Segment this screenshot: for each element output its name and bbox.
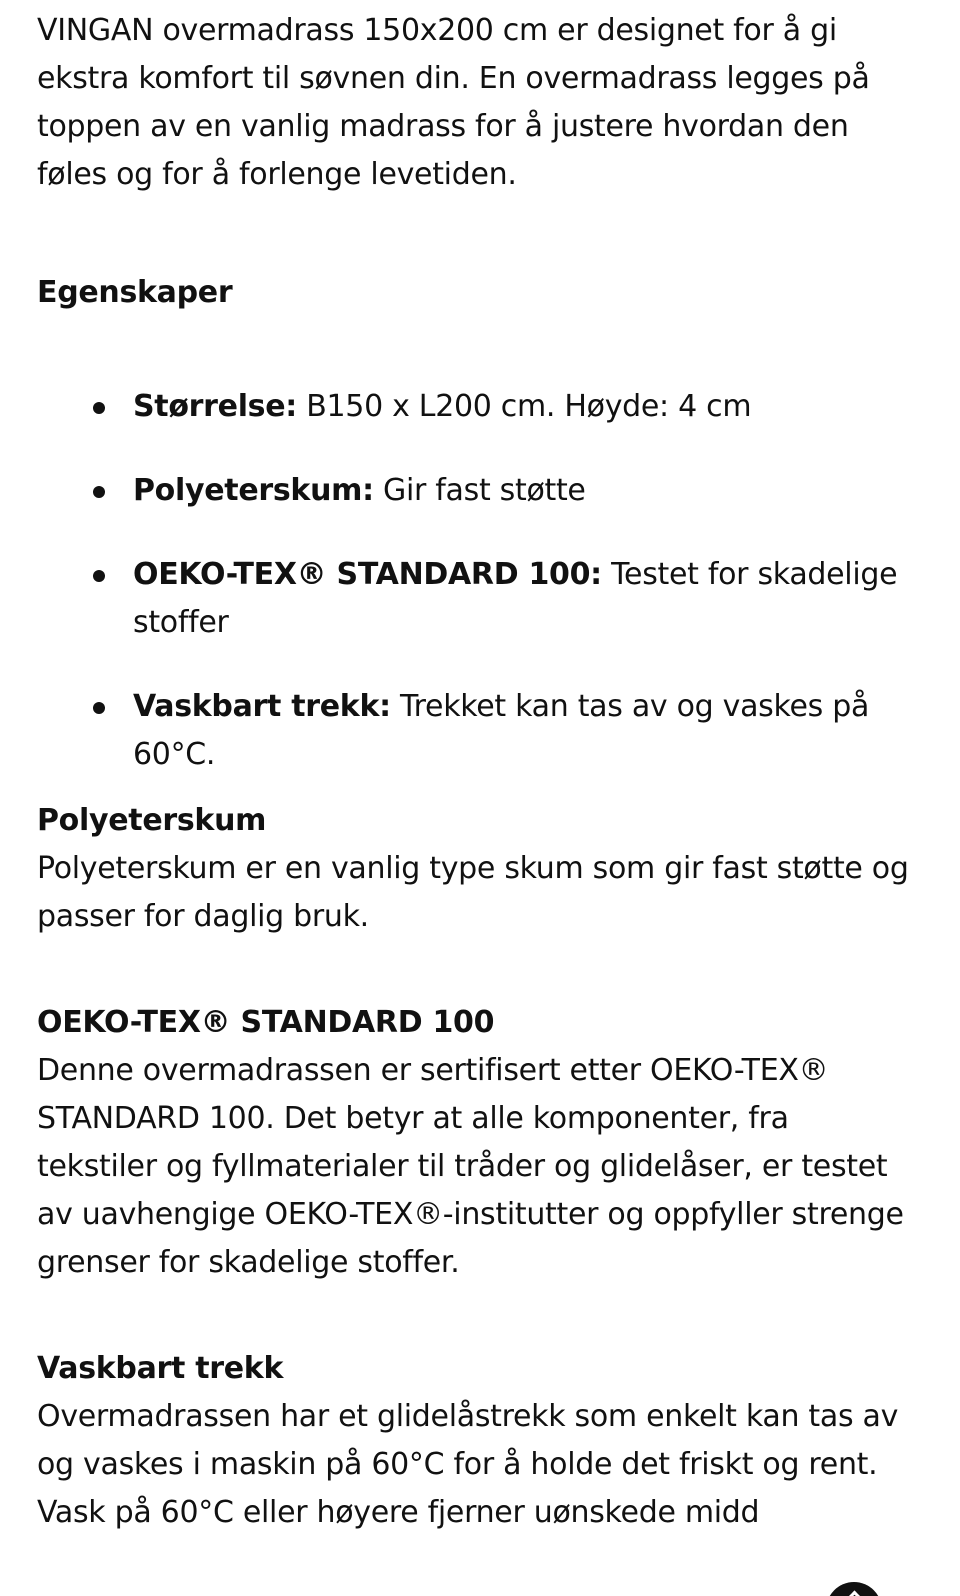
bullet-icon xyxy=(93,702,105,714)
feature-label: Vaskbart trekk: xyxy=(133,689,391,724)
oekotex-section xyxy=(37,999,917,1287)
foam-heading: Polyeterskum xyxy=(37,803,267,838)
arrow-up-icon xyxy=(842,1590,866,1596)
feature-label: Polyeterskum: xyxy=(133,473,374,508)
oekotex-heading: OEKO-TEX® STANDARD 100 xyxy=(37,1005,495,1040)
product-description xyxy=(37,7,917,1595)
properties-list xyxy=(37,383,917,779)
bullet-icon xyxy=(93,402,105,414)
feature-label: Størrelse: xyxy=(133,389,297,424)
list-item xyxy=(133,467,917,515)
intro-paragraph: VINGAN overmadrass 150x200 cm er designet for å gi ekstra komfort til søvnen din. En overmadrass legges på toppen av en vanlig madrass for å justere hvordan den føles og for å forlenge levetiden. xyxy=(37,13,870,192)
list-item xyxy=(133,683,917,779)
foam-body: Polyeterskum er en vanlig type skum som gir fast støtte og passer for daglig bruk. xyxy=(37,851,909,934)
oekotex-body: Denne overmadrassen er sertifisert etter OEKO-TEX® STANDARD 100. Det betyr at alle komponenter, fra tekstiler og fyllmaterialer til tråder og glidelåser, er testet av uavhengige OEKO-TEX®-institutter og oppfyller strenge grenser for skadelige stoffer. xyxy=(37,1053,904,1280)
cover-section xyxy=(37,1345,917,1537)
cover-body: Overmadrassen har et glidelåstrekk som enkelt kan tas av og vaskes i maskin på 60°C for å holde det friskt og rent. Vask på 60°C eller høyere fjerner uønskede midd xyxy=(37,1399,899,1530)
feature-text: B150 x L200 cm. Høyde: 4 cm xyxy=(296,389,752,424)
properties-heading: Egenskaper xyxy=(37,275,233,310)
feature-text: Testet for skadelige stoffer xyxy=(133,557,898,640)
feature-text: Trekket kan tas av og vaskes på 60°C. xyxy=(133,689,870,772)
cover-heading: Vaskbart trekk xyxy=(37,1351,284,1386)
foam-section xyxy=(37,797,917,941)
list-item xyxy=(133,383,917,431)
feature-label: OEKO-TEX® STANDARD 100: xyxy=(133,557,602,592)
bullet-icon xyxy=(93,570,105,582)
list-item xyxy=(133,551,917,647)
bullet-icon xyxy=(93,486,105,498)
feature-text: Gir fast støtte xyxy=(373,473,586,508)
